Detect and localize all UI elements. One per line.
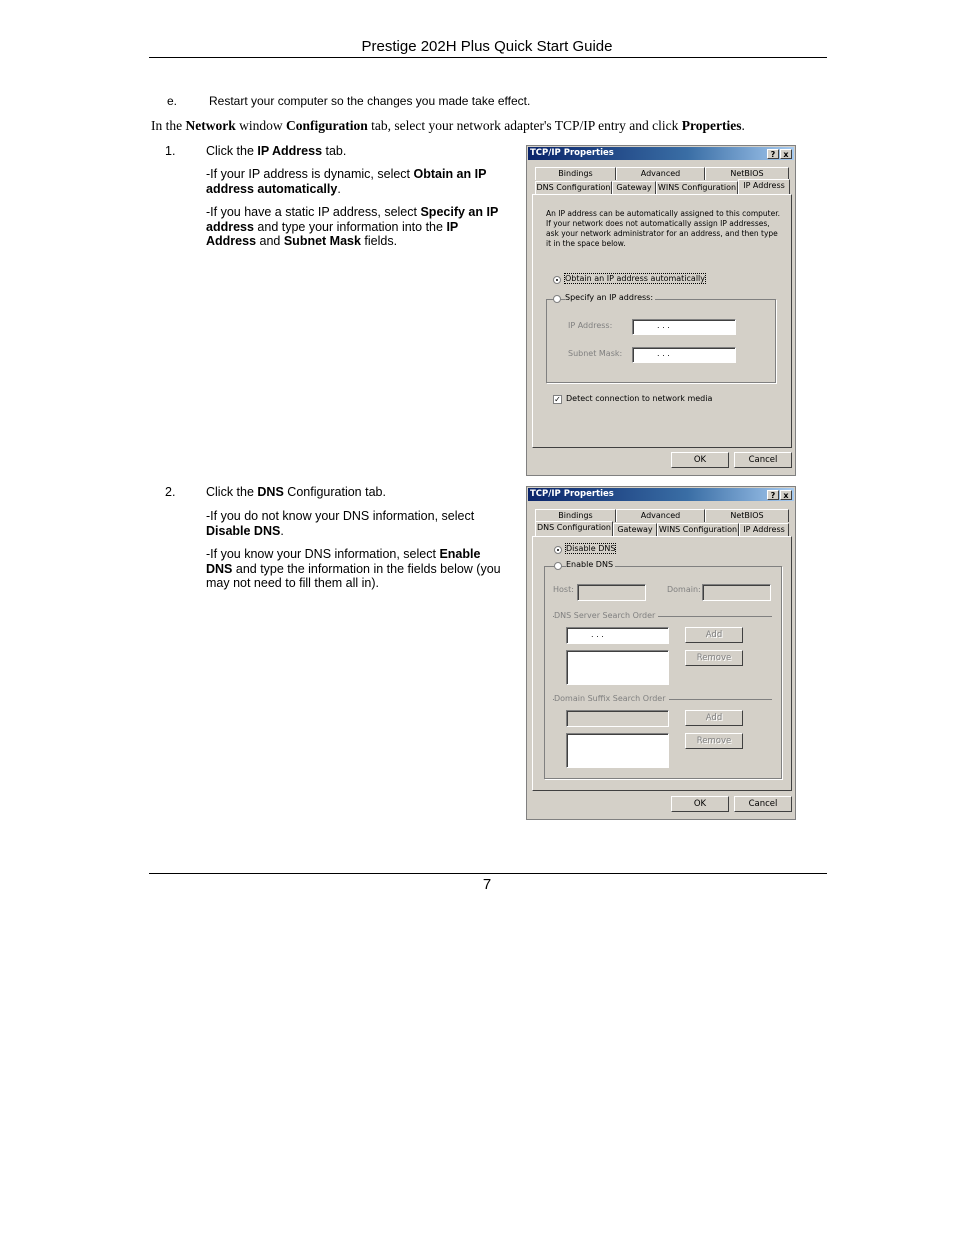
help-button[interactable]: ? xyxy=(767,149,779,159)
step1-line3: -If you have a static IP address, select Specify an IP address and type your information into the IP Address and Subnet Mask fields. xyxy=(206,205,499,248)
tab-gateway[interactable]: Gateway xyxy=(612,181,656,194)
step2-line3: -If you know your DNS information, select Enable DNS and type the information in the fields below (you may not need to fill them all in). xyxy=(206,547,501,590)
subnet-mask-label: Subnet Mask: xyxy=(568,349,623,358)
detect-checkbox[interactable]: ✓ xyxy=(554,395,561,404)
tab-bindings[interactable]: Bindings xyxy=(535,167,616,180)
help-button[interactable]: ? xyxy=(767,490,779,500)
cancel-button[interactable]: Cancel xyxy=(734,796,792,812)
tab-ip-address[interactable]: IP Address xyxy=(738,179,790,194)
step-e-number: e. xyxy=(167,94,178,108)
tab-panel xyxy=(532,194,792,448)
page-number: 7 xyxy=(482,876,492,893)
domain-suffix-list[interactable] xyxy=(566,733,669,768)
tcpip-dialog-dns xyxy=(526,486,796,820)
step1-line1: Click the IP Address tab. xyxy=(206,144,347,158)
tab-dns-configuration[interactable]: DNS Configuration xyxy=(535,521,613,536)
ip-address-dots: . . . xyxy=(657,321,670,330)
ip-description: An IP address can be automatically assigned to this computer. If your network does not automatically assign IP addresses, ask your network administrator for an address, and then type it in the space below. xyxy=(546,209,780,248)
cancel-button[interactable]: Cancel xyxy=(734,452,792,468)
enable-dns-radio[interactable] xyxy=(554,562,562,570)
header-rule xyxy=(149,57,827,58)
ip-address-field[interactable] xyxy=(632,319,736,335)
specify-ip-group xyxy=(546,299,776,383)
disable-dns-radio[interactable] xyxy=(554,546,562,554)
tab-gateway[interactable]: Gateway xyxy=(613,523,657,536)
step2-number: 2. xyxy=(165,485,176,499)
tab-dns-configuration[interactable]: DNS Configuration xyxy=(536,183,611,192)
domain-field[interactable] xyxy=(702,584,771,601)
specify-ip-label[interactable]: Specify an IP address: xyxy=(565,293,654,302)
dns-server-order-label: DNS Server Search Order xyxy=(554,611,658,620)
host-label: Host: xyxy=(553,585,574,594)
subnet-mask-field[interactable] xyxy=(632,347,736,363)
footer-rule xyxy=(149,873,827,874)
dns-server-ip-field[interactable] xyxy=(566,627,669,644)
header-title: Prestige 202H Plus Quick Start Guide xyxy=(361,38,613,55)
domain-suffix-remove-button[interactable]: Remove xyxy=(685,733,743,749)
dns-server-ip-dots: . . . xyxy=(591,630,604,639)
dialog-titlebar: TCP/IP Properties ? x xyxy=(528,147,794,160)
dns-server-list[interactable] xyxy=(566,650,669,685)
tab-netbios[interactable]: NetBIOS xyxy=(705,167,789,180)
tab-wins-configuration[interactable]: WINS Configuration xyxy=(657,183,737,192)
disable-dns-label[interactable]: Disable DNS xyxy=(566,544,616,553)
host-field[interactable] xyxy=(577,584,646,601)
subnet-mask-dots: . . . xyxy=(657,349,670,358)
dns-server-remove-button[interactable]: Remove xyxy=(685,650,743,666)
tab-bindings[interactable]: Bindings xyxy=(535,509,616,522)
domain-suffix-add-button[interactable]: Add xyxy=(685,710,743,726)
close-button[interactable]: x xyxy=(780,490,792,500)
ip-address-label: IP Address: xyxy=(568,321,613,330)
tab-advanced[interactable]: Advanced xyxy=(616,509,705,522)
tab-panel xyxy=(532,536,792,791)
ok-button[interactable]: OK xyxy=(671,796,729,812)
step2-line2: -If you do not know your DNS information, select Disable DNS. xyxy=(206,509,475,538)
dns-server-add-button[interactable]: Add xyxy=(685,627,743,643)
domain-suffix-field[interactable] xyxy=(566,710,669,727)
enable-dns-label[interactable]: Enable DNS xyxy=(566,560,614,569)
obtain-ip-label[interactable]: Obtain an IP address automatically xyxy=(565,274,706,283)
step1-line2: -If your IP address is dynamic, select Obtain an IP address automatically. xyxy=(206,167,487,196)
obtain-ip-radio[interactable] xyxy=(553,276,561,284)
ok-button[interactable]: OK xyxy=(671,452,729,468)
tab-ip-address[interactable]: IP Address xyxy=(739,523,789,536)
specify-ip-radio[interactable] xyxy=(553,295,561,303)
step2-line1: Click the DNS Configuration tab. xyxy=(206,485,386,499)
intro-paragraph: In the Network window Configuration tab, select your network adapter's TCP/IP entry and click Properties. xyxy=(151,118,745,133)
dialog-titlebar: TCP/IP Properties ? x xyxy=(528,488,794,501)
step1-number: 1. xyxy=(165,144,176,158)
tab-advanced[interactable]: Advanced xyxy=(616,167,705,180)
detect-label[interactable]: Detect connection to network media xyxy=(566,394,713,403)
domain-label: Domain: xyxy=(667,585,701,594)
domain-suffix-order-label: Domain Suffix Search Order xyxy=(554,694,669,703)
step-e-text: Restart your computer so the changes you made take effect. xyxy=(209,94,531,108)
tcpip-dialog-ip xyxy=(526,145,796,476)
tab-netbios[interactable]: NetBIOS xyxy=(705,509,789,522)
close-button[interactable]: x xyxy=(780,149,792,159)
tab-wins-configuration[interactable]: WINS Configuration xyxy=(658,525,738,534)
